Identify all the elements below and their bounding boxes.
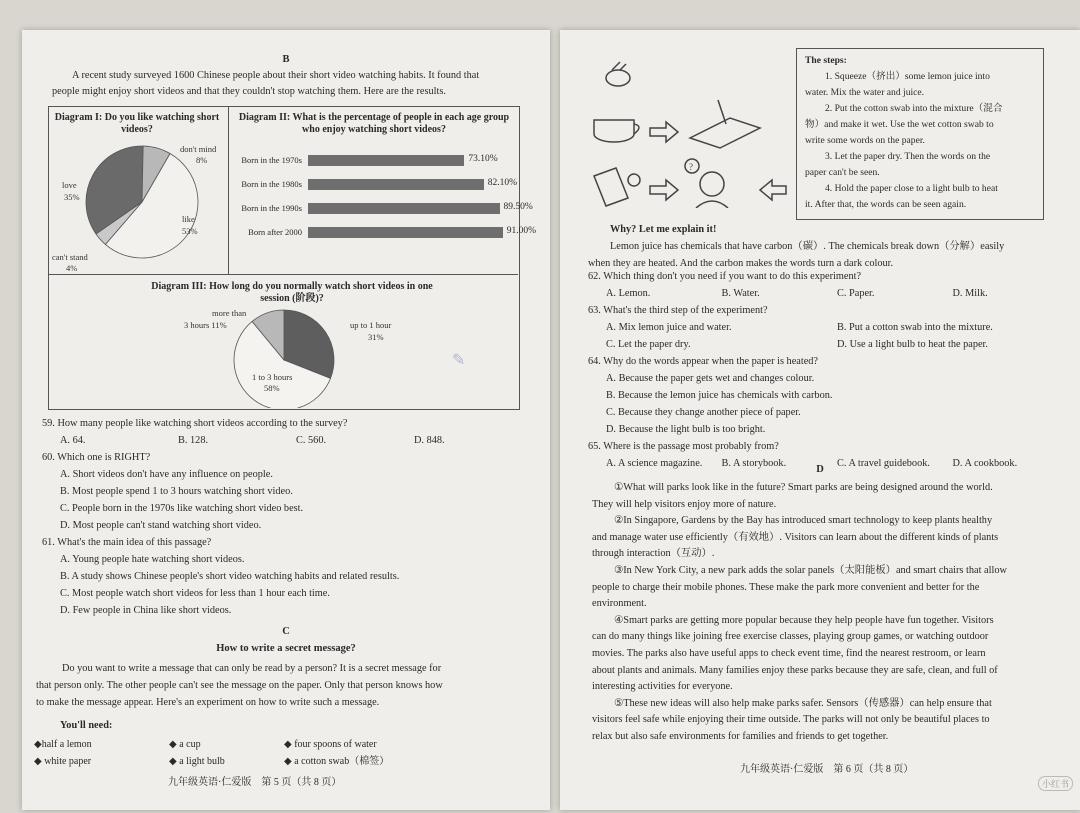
d-line: environment. — [592, 598, 647, 610]
option[interactable]: C. Most people watch short videos for less than 1 hour each time. — [60, 588, 330, 599]
steps-box — [796, 48, 1044, 220]
option[interactable]: D. Because the light bulb is too bright. — [606, 424, 766, 435]
option[interactable]: A. Mix lemon juice and water. — [606, 322, 732, 333]
arrow-left-icon — [760, 180, 786, 200]
section-c-heading: C — [282, 626, 290, 637]
d-line: movies. The parks also have useful apps to check event time, find the nearest restroom, or learn — [592, 647, 986, 659]
option[interactable]: A. Because the paper gets wet and changes colour. — [606, 373, 815, 384]
d-line: ③In New York City, a new park adds the solar panels（太阳能板）and smart chairs that allow — [614, 564, 1007, 576]
bar-value-label: 73.10% — [468, 154, 498, 164]
option[interactable]: D. A cookbook. — [952, 458, 1018, 469]
option[interactable]: B. Because the lemon juice has chemicals with carbon. — [606, 390, 833, 401]
section-c-text — [36, 660, 536, 711]
step-line: 3. Let the paper dry. Then the words on the — [825, 151, 991, 162]
options-63 — [588, 319, 1068, 336]
options-62 — [588, 285, 1068, 302]
pie-label: don't mind — [180, 144, 217, 154]
pie-label: up to 1 hour — [350, 320, 392, 330]
need-list: ◆half a lemon ◆ a cup ◆ four spoons of water ◆ white paper ◆ a light bulb ◆ a cotton swab（棉签） — [34, 739, 390, 767]
option[interactable]: C. Because they change another piece of paper. — [606, 407, 801, 418]
step-line: 2. Put the cotton swab into the mixture（混合 — [825, 103, 1003, 114]
option[interactable]: B. 128. — [178, 435, 209, 446]
option[interactable]: A. Young people hate watching short videos. — [60, 554, 245, 565]
question-60: 60. Which one is RIGHT? — [42, 452, 151, 463]
options-59 — [42, 432, 532, 449]
option[interactable]: D. Most people can't stand watching short video. — [60, 520, 262, 531]
cup-icon — [594, 120, 639, 142]
d-line: about plants and animals. Many families enjoy these parks because they are safe, clean, and full of — [592, 664, 998, 676]
d-line: interesting activities for everyone. — [592, 681, 733, 693]
step-line: water. Mix the water and juice. — [805, 87, 925, 98]
why-line: Lemon juice has chemicals that have carbon（碳）. The chemicals break down（分解）easily — [610, 241, 1005, 252]
experiment-illustrations — [590, 58, 800, 208]
d-line: relax but also safe environments for families and friends to get together. — [592, 730, 889, 742]
bar — [308, 155, 464, 166]
need-item: a light bulb — [179, 756, 225, 767]
left-page — [22, 30, 550, 810]
bar-category-label: Born after 2000 — [248, 227, 302, 237]
lemon-squeeze-icon — [606, 62, 630, 86]
left-footer: 九年级英语·仁爱版 第 5 页（共 8 页） — [168, 777, 342, 788]
diagram-divider — [48, 274, 518, 275]
need-item: a cup — [179, 739, 201, 750]
diagram2-bar-chart — [232, 154, 537, 264]
diagram3-pie — [172, 302, 402, 408]
d-line: people to charge their mobile phones. These make the park more convenient and better for the — [592, 581, 980, 593]
bar-value-label: 89.50% — [503, 202, 533, 212]
question-62: 62. Which thing don't you need if you want to do this experiment? — [588, 271, 862, 282]
pie-label: 4% — [66, 263, 78, 273]
paper-bulb-icon — [594, 168, 640, 206]
step-line: write some words on the paper. — [805, 135, 925, 146]
option[interactable]: C. 560. — [296, 435, 327, 446]
option[interactable]: A. Lemon. — [606, 288, 651, 299]
section-b-heading: B — [282, 54, 290, 65]
option[interactable]: A. 64. — [60, 435, 86, 446]
pencil-scribble: ✎ — [452, 352, 466, 369]
step-line: 1. Squeeze（挤出）some lemon juice into — [825, 71, 990, 82]
option[interactable]: B. Put a cotton swab into the mixture. — [837, 322, 993, 333]
watermark-badge: 小红书 — [1038, 776, 1073, 791]
questions-59-61 — [42, 415, 532, 619]
bar — [308, 227, 503, 238]
bar-row — [232, 226, 537, 240]
option[interactable]: C. People born in the 1970s like watching short video best. — [60, 503, 304, 514]
question-65: 65. Where is the passage most probably from? — [588, 441, 779, 452]
option[interactable]: C. Let the paper dry. — [606, 339, 691, 350]
d-line: can do many things like joining free exercise classes, playing group games, or watching outdoor — [592, 631, 989, 643]
bar-category-label: Born in the 1980s — [241, 179, 302, 189]
pie-label: 1 to 3 hours — [252, 372, 293, 382]
need-item: a cotton swab（棉签） — [294, 756, 390, 767]
section-b-intro — [52, 68, 522, 100]
pie-label: love — [62, 180, 77, 190]
question-63: 63. What's the third step of the experiment? — [588, 305, 768, 316]
pie-label: 3 hours 11% — [184, 320, 227, 330]
why-section — [588, 222, 1068, 272]
diagram2-title: Diagram II: What is the percentage of people in each age group who enjoy watching short videos? — [238, 112, 510, 135]
option[interactable]: C. A travel guidebook. — [837, 458, 930, 469]
need-label: You'll need: — [60, 720, 113, 731]
intro-line: A recent study surveyed 1600 Chinese people about their short video watching habits. It found that — [72, 70, 480, 81]
option[interactable]: B. Most people spend 1 to 3 hours watching short video. — [60, 486, 293, 497]
need-item: white paper — [44, 756, 92, 767]
option[interactable]: B. A storybook. — [721, 458, 787, 469]
arrow-right-icon — [650, 180, 678, 200]
d-line: visitors feel safe while enjoying their time outside. The parks will not only be beautiful places to — [592, 714, 990, 726]
d-line: ④Smart parks are getting more popular because they help people have fun together. Visitors — [614, 614, 994, 626]
step-line: it. After that, the words can be seen again. — [805, 199, 967, 210]
diagram3-title: Diagram III: How long do you normally watch short videos in one session (阶段)? — [151, 281, 433, 304]
option[interactable]: C. Paper. — [837, 288, 875, 299]
need-item: four spoons of water — [294, 739, 377, 750]
section-d-heading: D — [816, 464, 824, 475]
swab-writing-icon — [690, 100, 760, 148]
intro-line: people might enjoy short videos and that they couldn't stop watching them. Here are the results. — [52, 86, 446, 97]
d-line: ②In Singapore, Gardens by the Bay has introduced smart technology to keep plants healthy — [614, 515, 993, 527]
option[interactable]: D. Few people in China like short videos. — [60, 605, 232, 616]
d-line: through interaction（互动）. — [592, 548, 715, 560]
svg-text:?: ? — [689, 162, 693, 172]
why-line: when they are heated. And the carbon makes the words turn a dark colour. — [588, 258, 894, 269]
d-line: and manage water use efficiently（有效地）. Visitors can learn about the different kinds of plants — [592, 531, 999, 543]
step-line: 4. Hold the paper close to a light bulb to heat — [825, 183, 998, 194]
bar-row — [232, 202, 533, 216]
bar — [308, 203, 500, 214]
arrow-right-icon — [650, 122, 678, 142]
d-line: ①What will parks look like in the future? Smart parks are being designed around the world. — [614, 482, 993, 493]
bar-category-label: Born in the 1990s — [241, 203, 302, 213]
option[interactable]: A. Short videos don't have any influence on people. — [60, 469, 273, 480]
c-line: to make the message appear. Here's an experiment on how to write such a message. — [36, 697, 380, 708]
step-line: paper can't be seen. — [805, 167, 880, 178]
pie-label: 53% — [182, 226, 198, 236]
steps-title: The steps: — [805, 55, 847, 66]
diagram1-pie — [52, 140, 228, 274]
bar-row — [232, 154, 522, 168]
question-61: 61. What's the main idea of this passage? — [42, 537, 212, 548]
d-line: ⑤These new ideas will also help make parks safer. Sensors（传感器）can help ensure that — [614, 697, 992, 709]
option[interactable]: B. A study shows Chinese people's short video watching habits and related results. — [60, 571, 400, 582]
pie-label: 31% — [368, 332, 384, 342]
why-title: Why? Let me explain it! — [610, 224, 717, 235]
need-item: half a lemon — [41, 739, 92, 750]
section-c-title: How to write a secret message? — [216, 643, 356, 654]
options-63 — [588, 336, 1068, 353]
question-64: 64. Why do the words appear when the paper is heated? — [588, 356, 818, 367]
pie-label: can't stand — [52, 252, 88, 262]
option[interactable]: B. Water. — [721, 288, 760, 299]
pie-label: more than — [212, 308, 247, 318]
step-line: 物）and make it wet. Use the wet cotton swab to — [805, 119, 994, 130]
option[interactable]: D. Milk. — [952, 288, 988, 299]
question-59: 59. How many people like watching short videos according to the survey? — [42, 418, 348, 429]
pie-label: 35% — [64, 192, 80, 202]
option[interactable]: A. A science magazine. — [606, 458, 703, 469]
pie-label: 8% — [196, 155, 208, 165]
c-line: Do you want to write a message that can only be read by a person? It is a secret message for — [62, 663, 442, 674]
bar-row — [232, 178, 522, 192]
d-line: They will help visitors enjoy more of nature. — [592, 498, 777, 510]
c-line: that person only. The other people can't see the message on the paper. Only that person knows how — [36, 680, 443, 691]
section-d-text — [592, 480, 1072, 746]
option[interactable]: D. 848. — [414, 435, 445, 446]
diagram1-title: Diagram I: Do you like watching short videos? — [54, 112, 220, 135]
pie-label: 58% — [264, 383, 280, 393]
bar-value-label: 82.10% — [487, 178, 517, 188]
bar — [308, 179, 484, 190]
pie-label: like — [182, 214, 195, 224]
option[interactable]: D. Use a light bulb to heat the paper. — [837, 339, 988, 350]
bar-value-label: 91.00% — [506, 226, 537, 236]
bar-category-label: Born in the 1970s — [241, 155, 302, 165]
right-footer: 九年级英语·仁爱版 第 6 页（共 8 页） — [740, 764, 914, 775]
questions-62-65 — [588, 268, 1068, 472]
thinking-person-icon — [685, 159, 728, 208]
right-page — [560, 30, 1080, 810]
